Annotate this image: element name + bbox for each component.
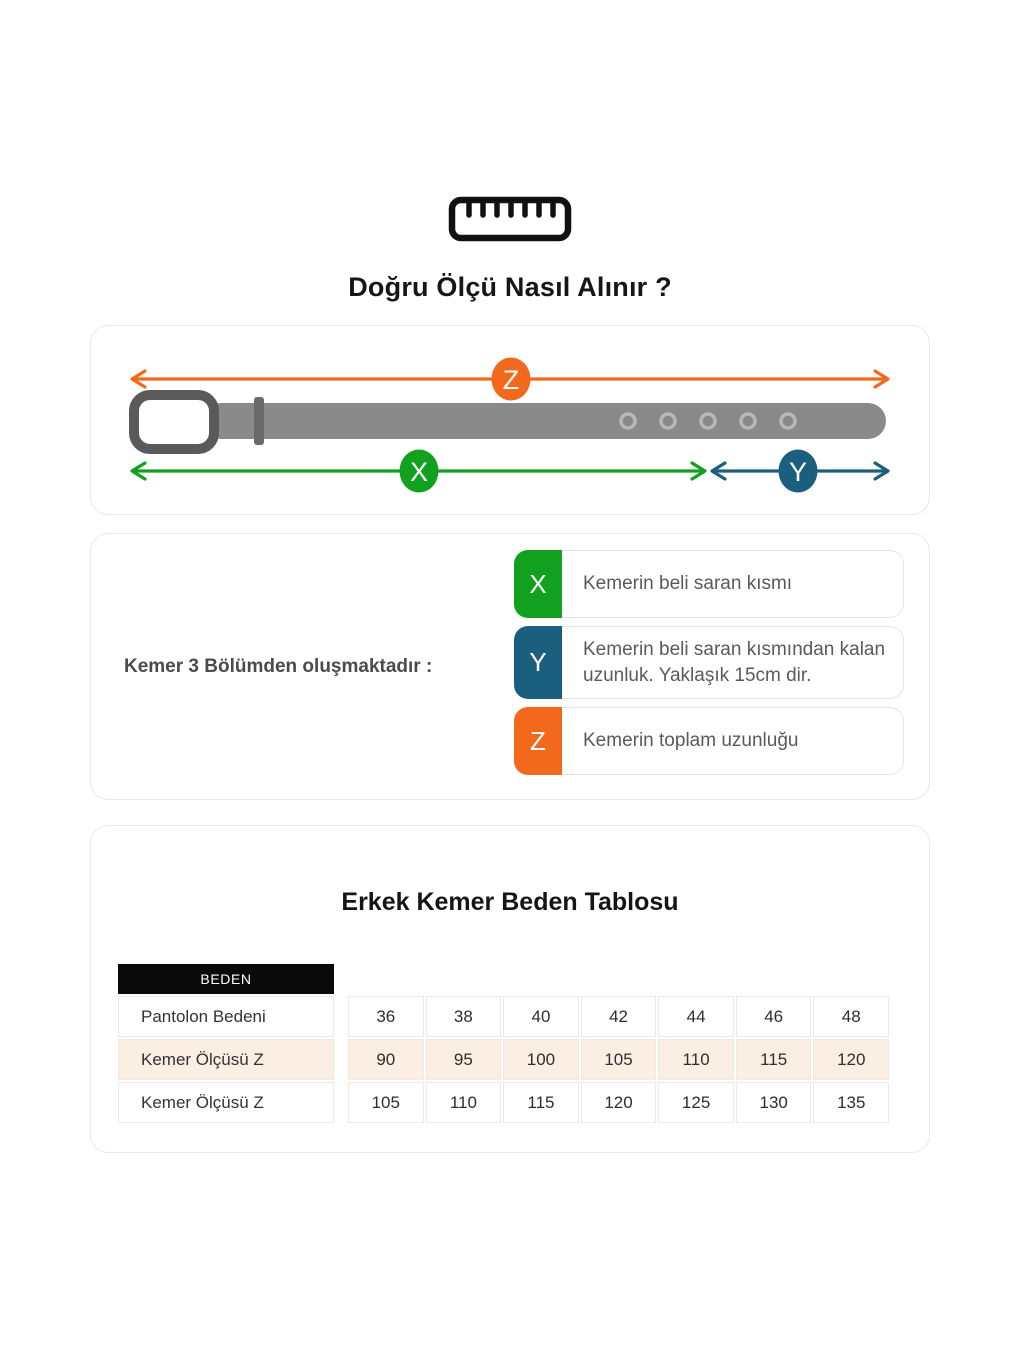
- z-badge-letter: Z: [502, 365, 520, 395]
- legend-item-text: Kemerin beli saran kısmı: [562, 550, 904, 618]
- belt-strap: [203, 403, 886, 439]
- row-label: Pantolon Bedeni: [118, 996, 334, 1037]
- size-cell: 120: [581, 1082, 657, 1123]
- page-title: Doğru Ölçü Nasıl Alınır ?: [348, 272, 672, 302]
- table-row: [348, 1039, 889, 1080]
- belt-loop: [254, 397, 264, 445]
- belt-diagram-card: [90, 325, 930, 515]
- size-cell: 105: [581, 1039, 657, 1080]
- size-cell: 135: [813, 1082, 889, 1123]
- y-badge: [779, 450, 818, 493]
- size-cell: 105: [348, 1082, 424, 1123]
- y-key-badge: Y: [514, 626, 562, 699]
- size-cell: 110: [658, 1039, 734, 1080]
- x-key-badge: X: [514, 550, 562, 618]
- size-cell: 46: [736, 996, 812, 1037]
- size-cell: 115: [736, 1039, 812, 1080]
- legend-list: [514, 550, 904, 775]
- size-cell: 100: [503, 1039, 579, 1080]
- x-badge-letter: X: [409, 457, 429, 487]
- size-table-values: [348, 994, 889, 1123]
- ruler-icon: [0, 196, 1020, 242]
- size-cell: 36: [348, 996, 424, 1037]
- legend-heading: Kemer 3 Bölümden oluşmaktadır :: [124, 655, 433, 677]
- belt-illustration: [91, 326, 931, 516]
- table-row: [348, 996, 889, 1037]
- legend-item-text: Kemerin toplam uzunluğu: [562, 707, 904, 775]
- size-table-label-column: [118, 964, 334, 1123]
- x-badge: [400, 450, 439, 493]
- legend-item-text: Kemerin beli saran kısmından kalan uzunluk. Yaklaşık 15cm dir.: [562, 626, 904, 699]
- size-cell: 120: [813, 1039, 889, 1080]
- legend-card: [90, 533, 930, 800]
- size-cell: 38: [426, 996, 502, 1037]
- legend-item-y: [514, 626, 904, 699]
- size-cell: 48: [813, 996, 889, 1037]
- table-row: [348, 1082, 889, 1123]
- z-key-badge: Z: [514, 707, 562, 775]
- size-cell: 42: [581, 996, 657, 1037]
- row-label: Kemer Ölçüsü Z: [118, 1082, 334, 1123]
- row-label: Kemer Ölçüsü Z: [118, 1039, 334, 1080]
- size-cell: 40: [503, 996, 579, 1037]
- y-badge-letter: Y: [788, 457, 808, 487]
- size-table-card: [90, 825, 930, 1153]
- size-table-title: Erkek Kemer Beden Tablosu: [341, 888, 679, 916]
- z-badge: [492, 358, 531, 401]
- size-table: [118, 964, 889, 1123]
- size-cell: 125: [658, 1082, 734, 1123]
- legend-item-x: [514, 550, 904, 618]
- legend-item-z: [514, 707, 904, 775]
- belt: [134, 395, 886, 449]
- size-cell: 44: [658, 996, 734, 1037]
- size-cell: 115: [503, 1082, 579, 1123]
- size-cell: 90: [348, 1039, 424, 1080]
- size-table-corner-header: BEDEN: [118, 964, 334, 994]
- size-cell: 95: [426, 1039, 502, 1080]
- size-cell: 110: [426, 1082, 502, 1123]
- size-cell: 130: [736, 1082, 812, 1123]
- belt-buckle: [134, 395, 214, 449]
